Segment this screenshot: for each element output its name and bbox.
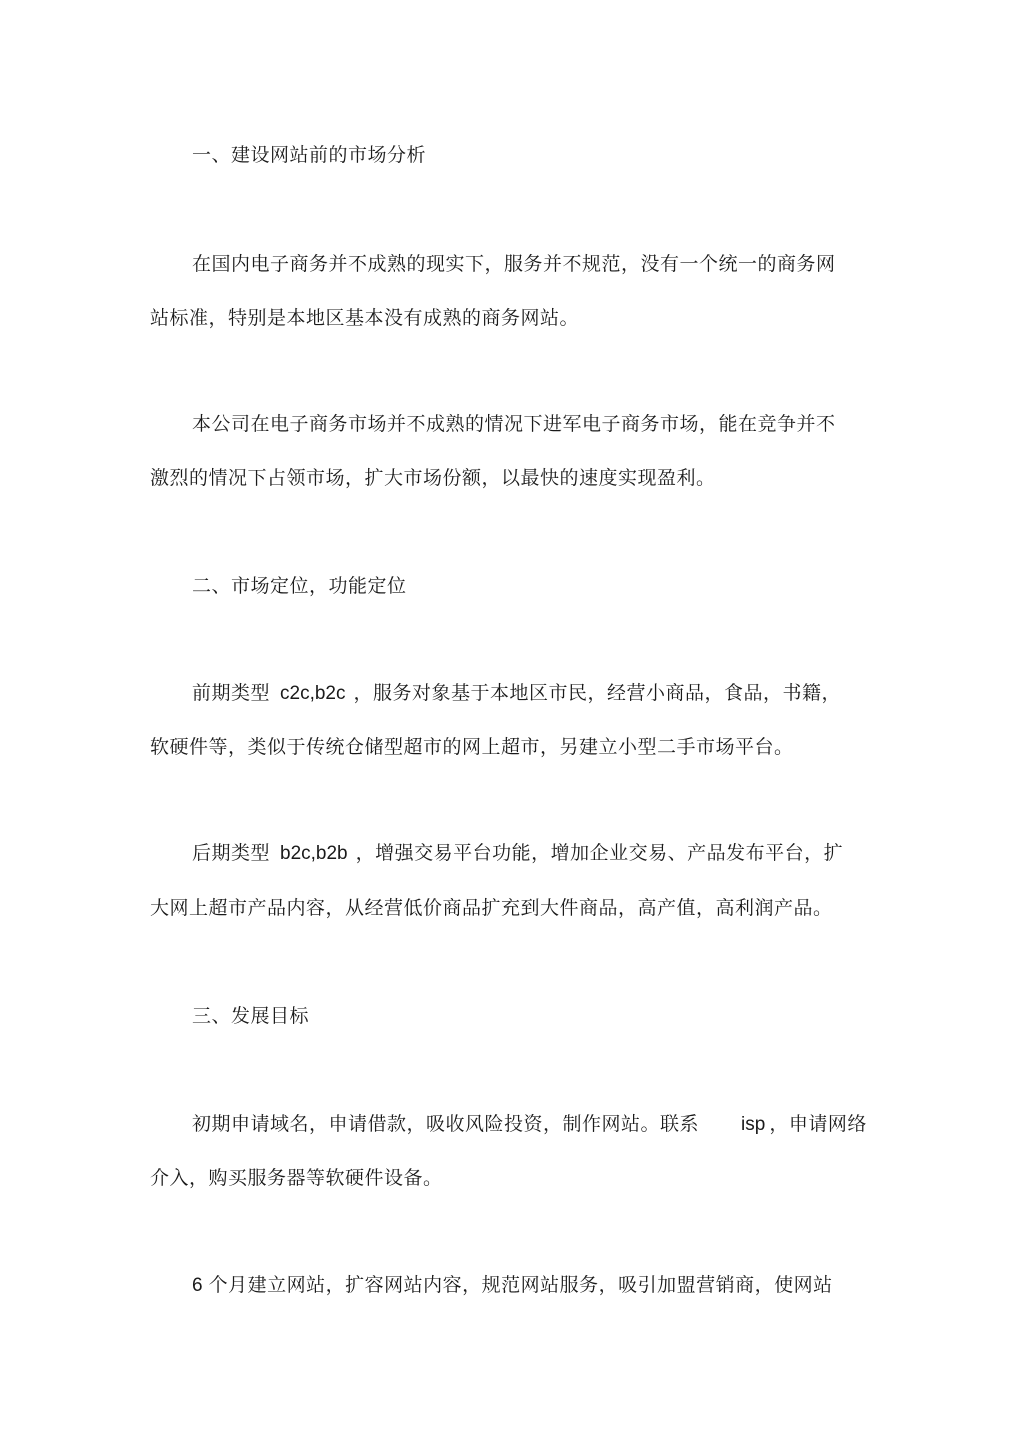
section-heading-1: 一、建设网站前的市场分析 xyxy=(192,144,427,166)
paragraph-6-text: 个月建立网站，扩容网站内容，规范网站服务，吸引加盟营销商，使网站 xyxy=(208,1274,833,1296)
paragraph-2-line-1: 本公司在电子商务市场并不成熟的情况下进军电子商务市场，能在竞争并不 xyxy=(192,413,836,435)
paragraph-5-text-a: 初期申请域名，申请借款，吸收风险投资，制作网站。联系 xyxy=(192,1113,700,1135)
paragraph-5-line-2: 介入，购买服务器等软硬件设备。 xyxy=(150,1167,443,1189)
paragraph-4-text: ，增强交易平台功能，增加企业交易、产品发布平台，扩 xyxy=(355,842,844,864)
paragraph-5-isp: isp xyxy=(741,1114,766,1135)
paragraph-4-line-2: 大网上超市产品内容，从经营低价商品扩充到大件商品，高产值，高利润产品。 xyxy=(150,897,833,919)
paragraph-1-line-1: 在国内电子商务并不成熟的现实下，服务并不规范，没有一个统一的商务网 xyxy=(192,253,836,275)
paragraph-2-line-2: 激烈的情况下占领市场，扩大市场份额，以最快的速度实现盈利。 xyxy=(150,467,716,489)
paragraph-4-model-types: b2c,b2b xyxy=(280,843,348,864)
paragraph-4-label: 后期类型 xyxy=(192,842,271,864)
paragraph-3-text: ，服务对象基于本地区市民，经营小商品，食品，书籍， xyxy=(353,682,842,704)
paragraph-3-line-1 xyxy=(192,681,841,706)
paragraph-1-line-2: 站标准，特别是本地区基本没有成熟的商务网站。 xyxy=(150,307,580,329)
paragraph-3-line-2: 软硬件等，类似于传统仓储型超市的网上超市，另建立小型二手市场平台。 xyxy=(150,736,794,758)
paragraph-5-text-c: ，申请网络 xyxy=(769,1113,867,1135)
section-heading-3: 三、发展目标 xyxy=(192,1005,310,1027)
paragraph-3-label: 前期类型 xyxy=(192,682,271,704)
paragraph-5-line-1 xyxy=(192,1112,867,1137)
paragraph-4-line-1 xyxy=(192,841,843,866)
paragraph-6-line-1 xyxy=(192,1273,833,1298)
paragraph-6-number: 6 xyxy=(192,1275,203,1296)
paragraph-3-model-types: c2c,b2c xyxy=(280,683,346,704)
section-heading-2: 二、市场定位，功能定位 xyxy=(192,575,407,597)
